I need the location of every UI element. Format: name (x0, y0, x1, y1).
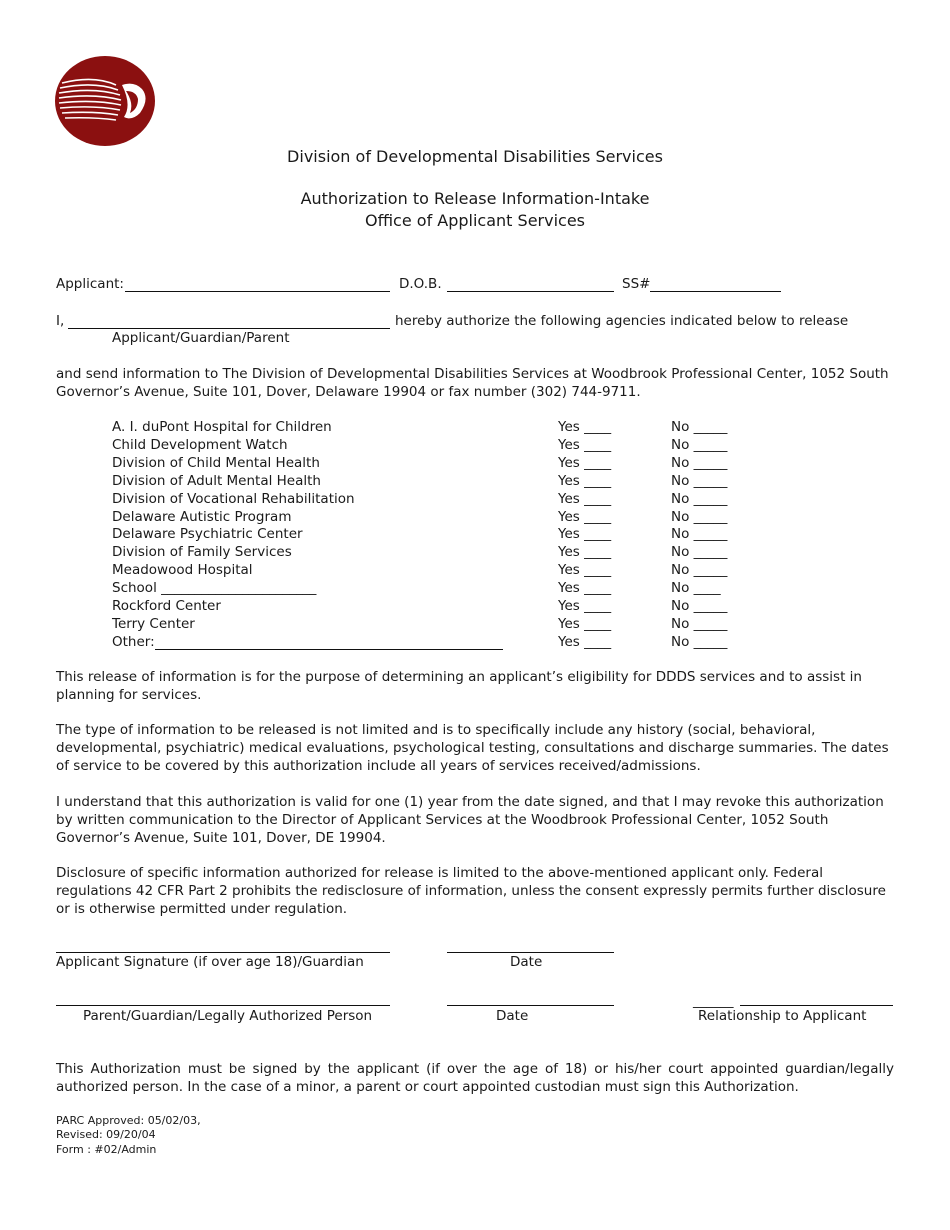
revised-date: Revised: 09/20/04 (56, 1128, 156, 1141)
form-number: Form : #02/Admin (56, 1143, 157, 1156)
relationship-label: Relationship to Applicant (698, 1008, 867, 1024)
purpose-paragraph: This release of information is for the purpose of determining an applicant’s eligibility for DDDS services and to assist in planning for services. (56, 669, 862, 703)
applicant-label: Applicant: (56, 276, 124, 292)
relationship-field[interactable] (740, 1005, 893, 1006)
applicant-field[interactable] (125, 291, 390, 292)
type-paragraph: The type of information to be released is not limited and is to specifically include any history (social, behavioral, developmental, psychiatric) medical evaluations, psychological testing, consultations and discharge summaries. The dates of service to be covered by this authorization include all years of services received/admissions. (56, 722, 889, 774)
agency-yes-option[interactable]: Yes ____ (558, 491, 612, 507)
date-label-2: Date (496, 1008, 529, 1024)
parent-signature-field[interactable] (56, 1005, 390, 1006)
division-heading: Division of Developmental Disabilities Services (287, 147, 663, 166)
agency-name: Division of Adult Mental Health (112, 473, 321, 489)
i-label: I, (56, 313, 65, 329)
agency-yes-option[interactable]: Yes ____ (558, 562, 612, 578)
agency-no-option[interactable]: No _____ (671, 526, 728, 542)
ss-field[interactable] (650, 291, 781, 292)
agency-no-option[interactable]: No _____ (671, 509, 728, 525)
agency-yes-option[interactable]: Yes ____ (558, 598, 612, 614)
agency-no-option[interactable]: No _____ (671, 634, 728, 650)
other-agency-field[interactable] (155, 649, 503, 650)
authorization-note: This Authorization must be signed by the applicant (if over the age of 18) or his/her court appointed guardian/legally authorized person. In the case of a minor, a parent or court appointed custodian must sign this Authorization. (56, 1061, 894, 1095)
agency-name: A. I. duPont Hospital for Children (112, 419, 332, 435)
agency-name: School _______________________ (112, 580, 317, 596)
agency-no-option[interactable]: No _____ (671, 473, 728, 489)
agency-name: Rockford Center (112, 598, 221, 614)
dob-label: D.O.B. (399, 276, 442, 292)
agency-yes-option[interactable]: Yes ____ (558, 509, 612, 525)
ss-label: SS# (622, 276, 651, 292)
agency-no-option[interactable]: No _____ (671, 491, 728, 507)
agency-name: Division of Family Services (112, 544, 292, 560)
ddds-logo (54, 55, 156, 147)
agency-name: Other: (112, 634, 155, 650)
agency-yes-option[interactable]: Yes ____ (558, 455, 612, 471)
date-label-1: Date (510, 954, 543, 970)
agency-name: Delaware Autistic Program (112, 509, 292, 525)
agency-yes-option[interactable]: Yes ____ (558, 544, 612, 560)
agency-name: Terry Center (112, 616, 195, 632)
agency-yes-option[interactable]: Yes ____ (558, 580, 612, 596)
parc-approved: PARC Approved: 05/02/03, (56, 1114, 201, 1127)
form-subtitle: Office of Applicant Services (364, 211, 585, 230)
agency-yes-option[interactable]: Yes ____ (558, 616, 612, 632)
date-field-2[interactable] (447, 1005, 614, 1006)
authorizer-caption: Applicant/Guardian/Parent (112, 330, 290, 346)
disclosure-paragraph: Disclosure of specific information authorized for release is limited to the above-mentioned applicant only. Federal regulations 42 CFR Part 2 prohibits the redisclosure of information, unless the consent expressly permits further disclosure or is otherwise permitted under regulation. (56, 865, 886, 917)
agency-no-option[interactable]: No _____ (671, 544, 728, 560)
agency-yes-option[interactable]: Yes ____ (558, 419, 612, 435)
agency-yes-option[interactable]: Yes ____ (558, 437, 612, 453)
agency-no-option[interactable]: No _____ (671, 437, 728, 453)
agency-no-option[interactable]: No _____ (671, 455, 728, 471)
agency-no-option[interactable]: No _____ (671, 419, 728, 435)
dob-field[interactable] (447, 291, 614, 292)
agency-yes-option[interactable]: Yes ____ (558, 634, 612, 650)
relationship-prefix: ______ (693, 993, 734, 1009)
agency-yes-option[interactable]: Yes ____ (558, 473, 612, 489)
form-title: Authorization to Release Information-Intake (300, 189, 650, 208)
agency-name: Division of Vocational Rehabilitation (112, 491, 355, 507)
authorize-text: hereby authorize the following agencies indicated below to release (395, 313, 849, 329)
agency-name: Division of Child Mental Health (112, 455, 320, 471)
validity-paragraph: I understand that this authorization is valid for one (1) year from the date signed, and that I may revoke this authorization by written communication to the Director of Applicant Services at the Woodbrook Professional Center, 1052 South Governor’s Avenue, Suite 101, Dover, DE 19904. (56, 794, 884, 846)
agency-no-option[interactable]: No _____ (671, 562, 728, 578)
agency-no-option[interactable]: No _____ (671, 616, 728, 632)
applicant-signature-label: Applicant Signature (if over age 18)/Guardian (56, 954, 364, 970)
agency-name: Child Development Watch (112, 437, 288, 453)
agency-no-option[interactable]: No _____ (671, 598, 728, 614)
parent-signature-label: Parent/Guardian/Legally Authorized Person (83, 1008, 373, 1024)
send-info-paragraph: and send information to The Division of Developmental Disabilities Services at Woodbrook Professional Center, 1052 South Governor’s Avenue, Suite 101, Dover, Delaware 19904 or fax number (302) 744-9711. (56, 366, 889, 400)
agency-no-option[interactable]: No ____ (671, 580, 721, 596)
agency-name: Delaware Psychiatric Center (112, 526, 303, 542)
agency-yes-option[interactable]: Yes ____ (558, 526, 612, 542)
agency-name: Meadowood Hospital (112, 562, 253, 578)
